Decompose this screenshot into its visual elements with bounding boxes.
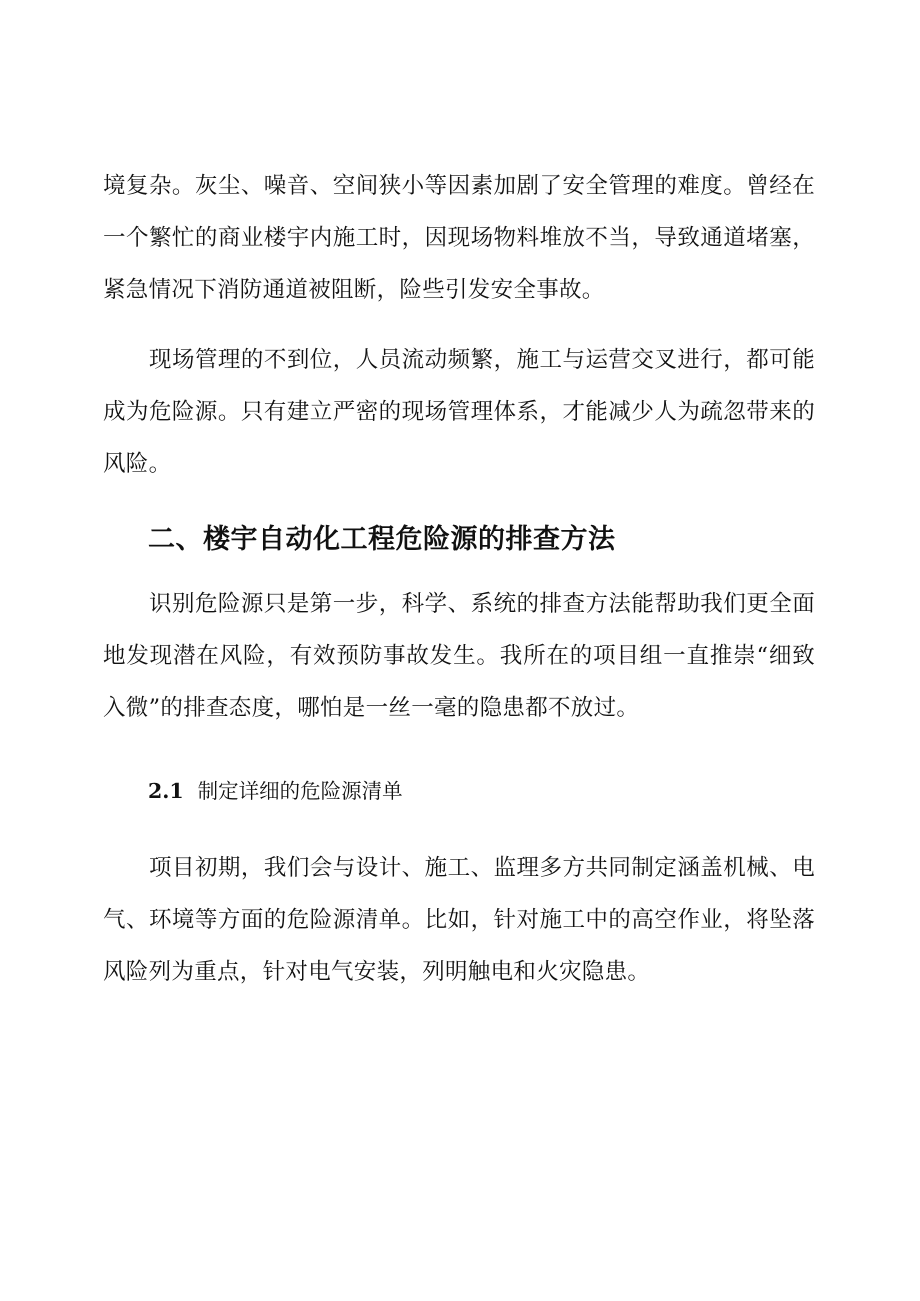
paragraph-site-environment: 境复杂。灰尘、噪音、空间狭小等因素加剧了安全管理的难度。曾经在一个繁忙的商业楼宇内施工时，因现场物料堆放不当，导致通道堵塞，紧急情况下消防通道被阻断，险些引发安全事故。 xyxy=(103,173,815,303)
paragraph-hazard-list: 项目初期，我们会与设计、施工、监理多方共同制定涵盖机械、电气、环境等方面的危险源清单。比如，针对施工中的高空作业，将坠落风险列为重点，针对电气安装，列明触电和火灾隐患。 xyxy=(103,855,815,985)
subsection-number: 2.1 xyxy=(148,779,184,803)
section-heading: 二、楼宇自动化工程危险源的排查方法 xyxy=(148,524,616,555)
paragraph-inspection-intro: 识别危险源只是第一步，科学、系统的排查方法能帮助我们更全面地发现潜在风险，有效预防事故发生。我所在的项目组一直推崇“细致入微”的排查态度，哪怕是一丝一毫的隐患都不放过。 xyxy=(103,591,815,721)
paragraph-site-management: 现场管理的不到位，人员流动频繁，施工与运营交叉进行，都可能成为危险源。只有建立严密的现场管理体系，才能减少人为疏忽带来的风险。 xyxy=(103,347,815,477)
subsection-heading xyxy=(148,769,403,813)
subsection-title: 制定详细的危险源清单 xyxy=(197,779,403,803)
